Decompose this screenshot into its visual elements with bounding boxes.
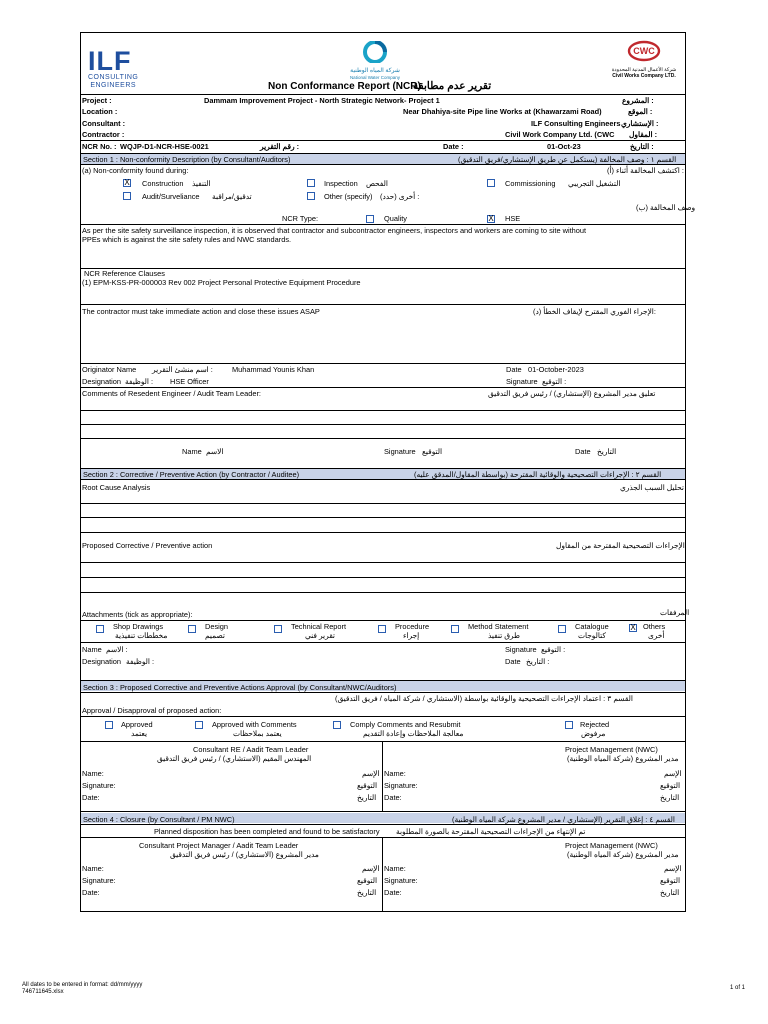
s4-left-head-ar: مدير المشروع (الاستشاري) / رئيس فريق التدقيق (170, 850, 319, 859)
found-ar: (أ) اكتشف المخالفة أثناء : (607, 166, 684, 175)
s3-right-signature-ar: التوقيع (660, 781, 681, 790)
s2-signature-ar: التوقيع : (541, 645, 566, 654)
proposed-ar: الإجراءات التصحيحية المقترحة من المقاول (556, 541, 685, 550)
construction-label: Construction (142, 179, 184, 188)
approved-checkbox[interactable] (105, 721, 113, 729)
inspection-checkbox[interactable] (307, 179, 315, 187)
attach-technical-report-label: Technical Report (291, 622, 347, 631)
section2-title-ar: القسم ٢ : الإجراءات التصحيحية والوقائية المقترحة (بواسطة المقاول/المدقق عليه) (414, 470, 662, 479)
ref-title: NCR Reference Clauses (84, 269, 165, 278)
contractor-label: Contractor : (82, 130, 125, 139)
orig-date-label: Date (506, 365, 522, 374)
construction-ar: التنفيذ (192, 179, 211, 188)
inspection-label: Inspection (324, 179, 358, 188)
desc-ar: (ب) وصف المخالفة (636, 203, 696, 212)
cwc-english: Civil Works Company LTD. (612, 73, 676, 79)
project-label: Project : (82, 96, 112, 105)
section2-title: Section 2 : Corrective / Preventive Action (by Contractor / Auditee) (83, 470, 300, 479)
contractor-ar: المقاول : (629, 130, 658, 139)
location-value: Near Dhahiya-site Pipe line Works at (Khawarzami Road) (403, 107, 602, 116)
s4-right-name-ar: الإسم (664, 864, 682, 873)
s4-right-head-ar: مدير المشروع (شركة المياه الوطنية) (567, 850, 679, 859)
attach-procedure-ar: إجراء (403, 631, 420, 640)
consultant-ar: الإستشاري : (621, 119, 659, 128)
s2-name-ar: الاسم : (106, 645, 128, 654)
location-label: Location : (82, 107, 118, 116)
commissioning-ar: التشغيل التجريبي (568, 179, 621, 188)
attach-procedure-label: Procedure (395, 622, 430, 631)
s4-right-head: Project Management (NWC) (565, 841, 658, 850)
consultant-label: Consultant : (82, 119, 126, 128)
project-ar: المشروع : (622, 96, 654, 105)
inspection-ar: الفحص (366, 179, 388, 188)
s3-right-name: Name: (384, 769, 406, 778)
attach-shop-drawings-checkbox[interactable] (96, 625, 104, 633)
attach-shop-drawings-label: Shop Drawings (113, 622, 164, 631)
comply-resubmit-label: Comply Comments and Resubmit (350, 720, 461, 729)
ilf-logo (88, 48, 138, 90)
ncr-ar: رقم التقرير : (260, 142, 300, 151)
s1-date-label: Date (575, 447, 591, 456)
comply-resubmit-checkbox[interactable] (333, 721, 341, 729)
approved-label: Approved (121, 720, 153, 729)
ncr-label: NCR No. : (82, 142, 117, 151)
originator-label: Originator Name (82, 365, 137, 374)
attach-design-ar: تصميم (205, 631, 225, 640)
section3-title-ar: القسم ٣ : اعتماد الإجراءات التصحيحية والوقائية بواسطة (الاستشاري / شركة المياه / فريق التدقيق) (335, 694, 633, 703)
approved-with-comments-ar: يعتمد بملاحظات (233, 729, 282, 738)
comments-ar: تعليق مدير المشروع (الإستشاري) / رئيس فريق التدقيق (488, 389, 656, 398)
attach-design-checkbox[interactable] (188, 625, 196, 633)
ilf-logo-mark: ILF (88, 46, 132, 76)
contractor-value: Civil Work Company Ltd. (CWC (505, 130, 615, 139)
s4-right-date-ar: التاريخ (660, 888, 680, 897)
approved-ar: يعتمد (131, 729, 148, 738)
signature-ar: التوقيع : (542, 377, 567, 386)
s1-name-label: Name (182, 447, 202, 456)
rejected-ar: مرفوض (581, 729, 606, 738)
ilf-logo-sub2: ENGINEERS (90, 82, 137, 89)
s1-name-ar: الاسم (206, 447, 224, 456)
s4-left-date: Date: (82, 888, 100, 897)
s2-name-label: Name (82, 645, 102, 654)
rejected-label: Rejected (580, 720, 610, 729)
s2-date-label: Date (505, 657, 521, 666)
proposed-label: Proposed Corrective / Preventive action (82, 541, 213, 550)
cwc-logo-icon (627, 40, 661, 62)
date-ar: التاريخ : (630, 142, 654, 151)
ilf-logo-sub1: CONSULTING (88, 74, 139, 81)
other-label: Other (specify) (324, 192, 373, 201)
attach-method-statement-label: Method Statement (468, 622, 529, 631)
s3-left-name: Name: (82, 769, 104, 778)
s3-right-date-ar: التاريخ (660, 793, 680, 802)
orig-date-value: 01-October-2023 (528, 365, 584, 374)
originator-ar: اسم منشئ التقرير : (152, 365, 213, 374)
designation-label: Designation (82, 377, 122, 386)
section1-title: Section 1 : Non-conformity Description (by Consultant/Auditors) (83, 155, 291, 164)
s3-right-signature: Signature: (384, 781, 418, 790)
project-value: Dammam Improvement Project - North Strategic Network- Project 1 (204, 96, 440, 105)
section4-title: Section 4 : Closure (by Consultant / PM NWC) (83, 815, 235, 824)
s4-left-signature-ar: التوقيع (357, 876, 378, 885)
attach-procedure-checkbox[interactable] (378, 625, 386, 633)
found-label: (a) Non-conformity found during: (82, 166, 189, 175)
s3-left-signature-ar: التوقيع (357, 781, 378, 790)
commissioning-checkbox[interactable] (487, 179, 495, 187)
attach-technical-report-checkbox[interactable] (274, 625, 282, 633)
s2-signature-label: Signature (505, 645, 537, 654)
attach-shop-drawings-ar: مخططات تنفيذية (115, 631, 168, 640)
root-cause-ar: تحليل السبب الجذري (620, 483, 684, 492)
commissioning-label: Commissioning (505, 179, 556, 188)
s1-sig-label: Signature (384, 447, 416, 456)
attach-method-statement-checkbox[interactable] (451, 625, 459, 633)
attach-label: Attachments (tick as appropriate): (82, 610, 193, 619)
s4-right-date: Date: (384, 888, 402, 897)
s4-right-signature: Signature: (384, 876, 418, 885)
action-text: The contractor must take immediate action and close these issues ASAP (82, 307, 320, 316)
closure-statement-ar: تم الإنتهاء من الإجراءات التصحيحية المقترحة بالصورة المطلوبة (396, 827, 586, 836)
construction-checkbox[interactable]: X (124, 178, 130, 187)
cwc-arabic: شركة الأعمال المدنية المحدودة (611, 67, 677, 73)
s4-right-signature-ar: التوقيع (660, 876, 681, 885)
designation-value: HSE Officer (170, 377, 209, 386)
footer-file: 746711645.xlsx (22, 989, 64, 995)
s2-designation-ar: الوظيفة : (126, 657, 155, 666)
s4-left-name-ar: الإسم (362, 864, 380, 873)
location-ar: الموقع : (628, 107, 653, 116)
s3-left-date-ar: التاريخ (357, 793, 377, 802)
nwc-logo-icon (361, 41, 389, 63)
s3-left-name-ar: الإسم (362, 769, 380, 778)
s3-right-date: Date: (384, 793, 402, 802)
s3-left-signature: Signature: (82, 781, 116, 790)
cwc-logo (604, 40, 684, 79)
s4-right-name: Name: (384, 864, 406, 873)
audit-ar: تدقيق/مراقبة (212, 192, 252, 201)
footer-page: 1 of 1 (730, 985, 746, 991)
ref-value: (1) EPM-KSS-PR-000003 Rev 002 Project Personal Protective Equipment Procedure (82, 278, 361, 287)
svg-text:CWC: CWC (633, 46, 655, 56)
ncr-type-label: NCR Type: (282, 214, 319, 223)
date-label: Date : (443, 142, 464, 151)
attach-technical-report-ar: تقرير فني (305, 631, 335, 640)
s4-left-name: Name: (82, 864, 104, 873)
approval-label: Approval / Disapproval of proposed action: (82, 706, 222, 715)
consultant-value: ILF Consulting Engineers (531, 119, 621, 128)
hse-checkbox[interactable]: X (488, 214, 494, 223)
section1-title-ar: القسم ١ : وصف المخالفة (يستكمل عن طريق الإستشاري/فريق التدقيق) (458, 155, 677, 164)
s3-left-head: Consultant RE / Aadit Team Leader (193, 745, 309, 754)
quality-checkbox[interactable] (366, 215, 374, 223)
date-value: 01-Oct-23 (547, 142, 581, 151)
quality-label: Quality (384, 214, 408, 223)
attach-design-label: Design (205, 622, 229, 631)
s2-designation-label: Designation (82, 657, 122, 666)
signature-label: Signature (506, 377, 538, 386)
comments-label: Comments of Resedent Engineer / Audit Team Leader: (82, 389, 261, 398)
nwc-logo (340, 41, 410, 80)
nwc-arabic: شركة المياه الوطنية (350, 68, 400, 74)
ncr-value: WQJP-D1-NCR-HSE-0021 (120, 142, 209, 151)
closure-statement: Planned disposition has been completed and found to be satisfactory (154, 827, 380, 836)
s1-sig-ar: التوقيع (422, 447, 443, 456)
rejected-checkbox[interactable] (565, 721, 573, 729)
s1-date-ar: التاريخ (597, 447, 617, 456)
s4-left-signature: Signature: (82, 876, 116, 885)
other-checkbox[interactable] (307, 192, 315, 200)
s3-left-date: Date: (82, 793, 100, 802)
audit-label: Audit/Surveliance (142, 192, 200, 201)
attach-method-statement-ar: طرق تنفيذ (488, 631, 520, 640)
action-ar: (د) الإجراء الفوري المقترح لإيقاف الخطأ: (533, 307, 656, 316)
attach-catalogue-checkbox[interactable] (558, 625, 566, 633)
s2-date-ar: التاريخ : (526, 657, 550, 666)
s3-right-head-ar: مدير المشروع (شركة المياه الوطنية) (567, 754, 679, 763)
title-ar: تقرير عدم مطابقة (413, 80, 492, 92)
other-ar: أخرى (حدد) : (380, 192, 420, 201)
attach-others-ar: أخرى (648, 631, 665, 640)
audit-checkbox[interactable] (123, 192, 131, 200)
approved-with-comments-label: Approved with Comments (212, 720, 297, 729)
attach-catalogue-label: Catalogue (575, 622, 609, 631)
attach-ar: المرفقات (660, 608, 690, 617)
s3-left-head-ar: المهندس المقيم (الاستشاري) / رئيس فريق التدقيق (157, 754, 312, 763)
s4-left-head: Consultant Project Manager / Aadit Team Leader (139, 841, 299, 850)
description-line1: As per the site safety surveillance inspection, it is observed that contractor and subcontractor engineers, inspectors and workers are coming to site without (82, 226, 587, 235)
description-line2: PPEs which is against the site safety rules and NWC standards. (82, 235, 292, 244)
footer-note: All dates to be entered in format: dd/mm/yyyy (22, 982, 143, 988)
designation-ar: الوظيفة : (125, 377, 154, 386)
hse-label: HSE (505, 214, 521, 223)
nwc-english: National Water Company (349, 75, 401, 80)
approved-with-comments-checkbox[interactable] (195, 721, 203, 729)
s3-right-name-ar: الإسم (664, 769, 682, 778)
root-cause-label: Root Cause Analysis (82, 483, 151, 492)
s4-left-date-ar: التاريخ (357, 888, 377, 897)
section3-title: Section 3 : Proposed Corrective and Preventive Actions Approval (by Consultant/NWC/Auditors) (83, 683, 397, 692)
s3-right-head: Project Management (NWC) (565, 745, 658, 754)
attach-others-label: Others (643, 622, 666, 631)
attach-others-checkbox[interactable]: X (630, 623, 636, 632)
attach-catalogue-ar: كتالوجات (578, 631, 606, 640)
comply-resubmit-ar: معالجة الملاحظات وإعادة التقديم (363, 729, 464, 738)
title-en: Non Conformance Report (NCR) (268, 81, 421, 92)
originator-value: Muhammad Younis Khan (232, 365, 315, 374)
section4-title-ar: القسم ٤ : إغلاق التقرير (الإستشاري / مدير المشروع شركة المياه الوطنية) (452, 815, 675, 824)
